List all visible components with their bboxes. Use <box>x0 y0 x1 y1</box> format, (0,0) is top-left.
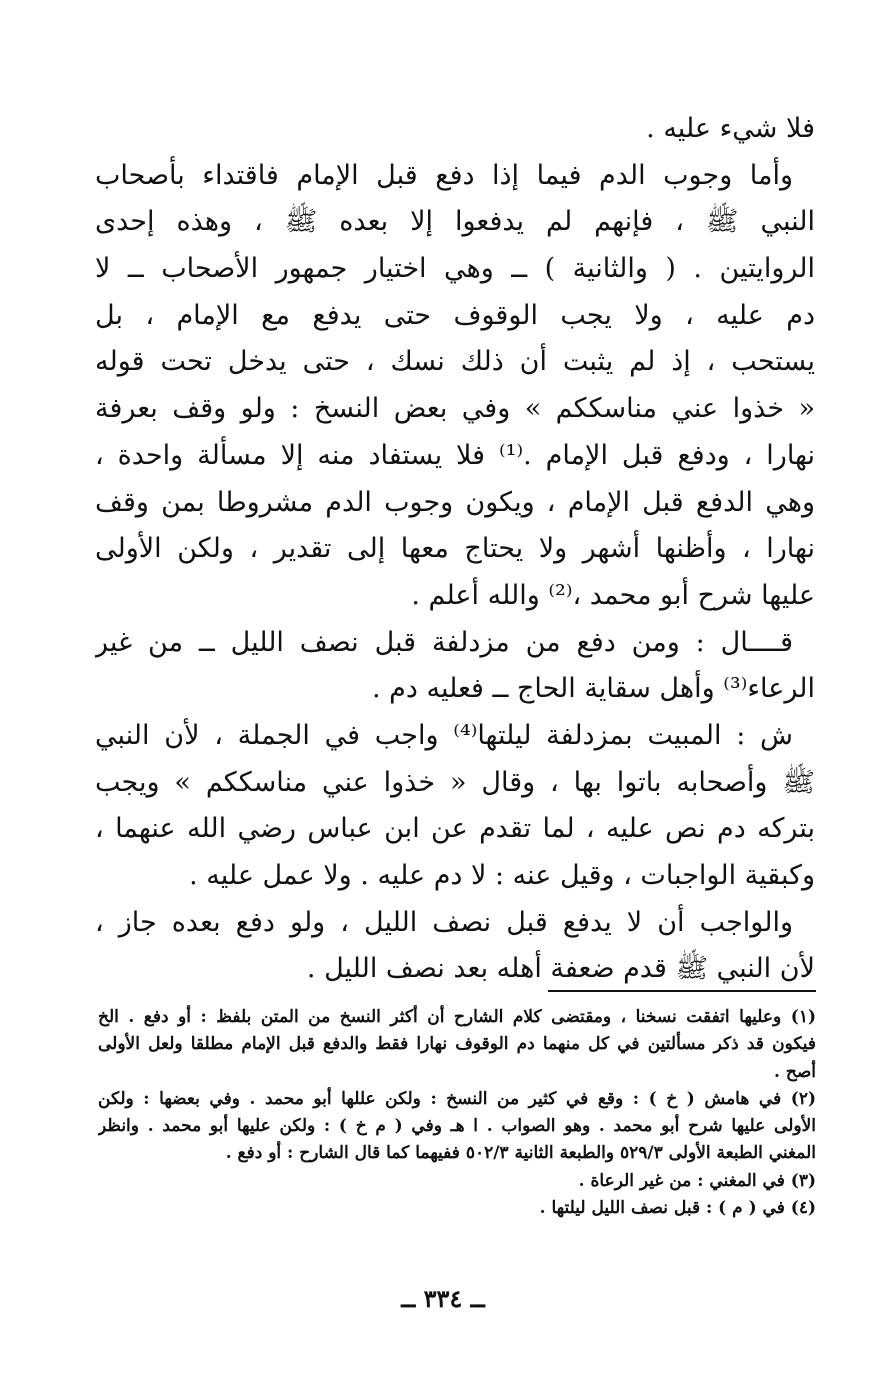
footnote-line: (٢) في هامش ( خ ) : وقع في كثير من النسخ : ولكن عللها أبو محمد . وفي بعضها : ولكن <box>98 1088 816 1109</box>
text-line: نهارا ، وأظنها أشهر ولا يحتاج معها إلى تقدير ، ولكن الأولى <box>95 533 815 565</box>
footnote-line: أصح . <box>774 1061 816 1082</box>
text-line: دم عليه ، ولا يجب الوقوف حتى يدفع مع الإمام ، بل <box>95 299 815 331</box>
footnote-line: الأولى عليها شرح أبو محمد . وهو الصواب . ا هـ وفي ( م خ ) : ولكن عليها أبو محمد . وانظر <box>98 1116 816 1137</box>
text-line: بتركه دم نص عليه ، لما تقدم عن ابن عباس رضي الله عنهما ، <box>95 813 815 845</box>
footnote-line: (١) وعليها اتفقت نسخنا ، ومقتضى كلام الشارح أن أكثر النسخ من المتن بلفظ : أو دفع . الخ <box>98 1007 816 1027</box>
text-line: نهارا ، ودفع قبل الإمام .⁽¹⁾ فلا يستفاد منه إلا مسألة واحدة ، <box>95 439 815 471</box>
main-text-block <box>95 106 815 993</box>
footnote-line: (٤) في ( م ) : قبل نصف الليل ليلتها . <box>539 1198 816 1219</box>
text-line: وهي الدفع قبل الإمام ، ويكون وجوب الدم مشروطا بمن وقف <box>95 486 815 518</box>
text-line: وأما وجوب الدم فيما إذا دفع قبل الإمام فاقتداء بأصحاب <box>95 159 793 191</box>
text-line: النبي ﷺ ، فإنهم لم يدفعوا إلا بعده ﷺ ، وهذه إحدى <box>95 206 815 238</box>
text-line: فلا شيء عليه . <box>646 113 815 144</box>
text-line: الروايتين . ( والثانية ) ــ وهي اختيار جمهور الأصحاب ــ لا <box>95 253 815 285</box>
text-line: ش : المبيت بمزدلفة ليلتها⁽⁴⁾ واجب في الجملة ، لأن النبي <box>95 719 793 751</box>
text-line: عليها شرح أبو محمد ،⁽²⁾ والله أعلم . <box>411 579 815 611</box>
text-line: ﷺ وأصحابه باتوا بها ، وقال « خذوا عني مناسككم » ويجب <box>95 766 815 798</box>
text-line: والواجب أن لا يدفع قبل نصف الليل ، ولو دفع بعده جاز ، <box>95 906 793 938</box>
footnotes-block <box>98 1004 816 1222</box>
text-line: « خذوا عني مناسككم » وفي بعض النسخ : ولو وقف بعرفة <box>95 393 815 425</box>
page-number: ــ ٣٣٤ ــ <box>401 1284 485 1313</box>
text-line: الرعاء⁽³⁾ وأهل سقاية الحاج ــ فعليه دم . <box>371 673 815 705</box>
text-line: قــــال : ومن دفع من مزدلفة قبل نصف الليل ــ من غير <box>95 626 793 658</box>
footnote-line: (٣) في المغني : من غير الرعاة . <box>578 1170 816 1191</box>
text-line: وكبقية الواجبات ، وقيل عنه : لا دم عليه . ولا عمل عليه . <box>189 860 815 891</box>
footnote-separator <box>548 990 816 992</box>
footnote-line: فيكون قد ذكر مسألتين في كل منهما دم الوقوف نهارا فقط والدفع قبل الإمام مطلقا ولعل الأولى <box>98 1034 816 1055</box>
text-line: لأن النبي ﷺ قدم ضعفة أهله بعد نصف الليل . <box>306 953 815 985</box>
text-line: يستحب ، إذ لم يثبت أن ذلك نسك ، حتى يدخل تحت قوله <box>95 346 815 378</box>
footnote-line: المغني الطبعة الأولى ٥٢٩/٣ والطبعة الثانية ٥٠٢/٣ ففيهما كما قال الشارح : أو دفع . <box>225 1143 816 1164</box>
